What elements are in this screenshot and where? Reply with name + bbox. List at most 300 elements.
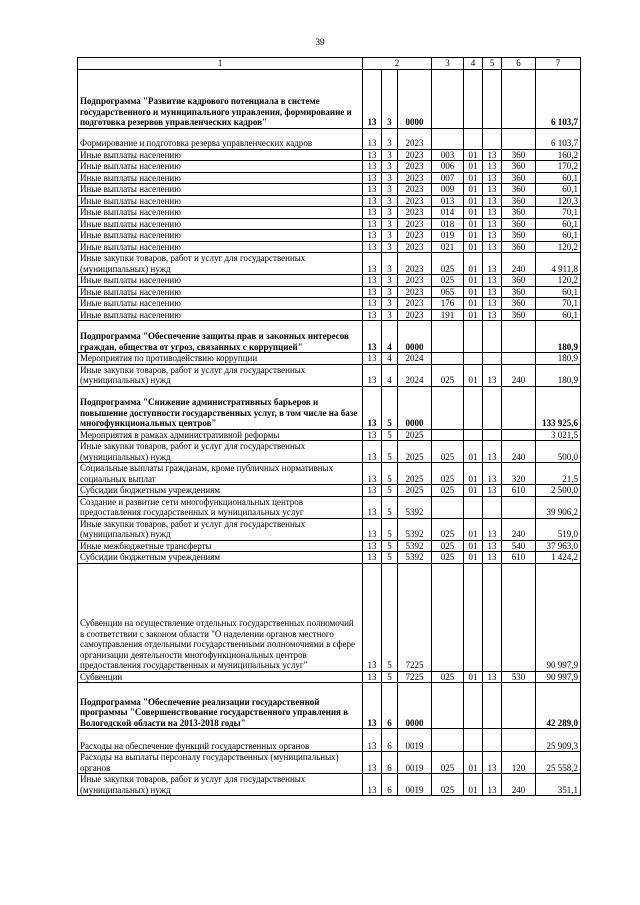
table-row	[78, 321, 581, 353]
subsection-number: 13	[483, 195, 502, 207]
agency-code: 013	[432, 195, 464, 207]
subprogram-code: 3	[382, 218, 398, 230]
table-row	[78, 364, 581, 386]
subprogram-code: 3	[382, 128, 398, 149]
amount: 6 103,7	[536, 69, 581, 128]
section-number: 01	[464, 552, 483, 564]
agency-code: 025	[432, 485, 464, 497]
amount: 90 997,9	[536, 563, 581, 671]
agency-code: 025	[432, 364, 464, 386]
table-row	[78, 518, 581, 540]
amount: 60,1	[536, 286, 581, 298]
subprogram-code: 3	[382, 230, 398, 242]
expense-type	[502, 353, 536, 365]
subsection-number: 13	[483, 540, 502, 552]
section-number: 01	[464, 149, 483, 161]
amount: 170,2	[536, 161, 581, 173]
section-code: 13	[363, 128, 382, 149]
section-code: 13	[363, 518, 382, 540]
subprogram-code: 6	[382, 774, 398, 796]
amount: 25 558,2	[536, 752, 581, 774]
table-row	[78, 552, 581, 564]
section-number	[464, 729, 483, 752]
row-name: Субвенции на осуществление отдельных государственных полномочий в соответствии с законом области "О наделении органов местного самоуправления отдельными государственными полномочиями в сфере организации деятельности многофункциональных центров предоставления государственных и муниципальных услуг"	[78, 563, 363, 671]
row-name: Иные выплаты населению	[78, 309, 363, 321]
agency-code: 019	[432, 230, 464, 242]
subprogram-code: 5	[382, 463, 398, 485]
expense-type	[502, 69, 536, 128]
section-code: 13	[363, 485, 382, 497]
row-name: Субвенции	[78, 671, 363, 683]
section-number: 01	[464, 309, 483, 321]
table-row	[78, 286, 581, 298]
subsection-number	[483, 321, 502, 353]
subsection-number	[483, 429, 502, 441]
table-row	[78, 563, 581, 671]
target-code: 0000	[398, 321, 432, 353]
target-code: 2023	[398, 149, 432, 161]
section-code: 13	[363, 353, 382, 365]
subsection-number: 13	[483, 774, 502, 796]
expense-type: 360	[502, 184, 536, 196]
target-code: 0000	[398, 69, 432, 128]
agency-code: 006	[432, 161, 464, 173]
header-row	[78, 58, 581, 70]
subprogram-code: 4	[382, 364, 398, 386]
amount: 25 909,3	[536, 729, 581, 752]
expense-type: 360	[502, 286, 536, 298]
section-code: 13	[363, 496, 382, 518]
table-row	[78, 429, 581, 441]
subprogram-code: 5	[382, 563, 398, 671]
amount: 120,2	[536, 275, 581, 287]
subsection-number: 13	[483, 309, 502, 321]
subsection-number: 13	[483, 441, 502, 463]
subprogram-code: 3	[382, 241, 398, 253]
subsection-number: 13	[483, 298, 502, 310]
target-code: 5392	[398, 552, 432, 564]
target-code: 7225	[398, 671, 432, 683]
subsection-number: 13	[483, 207, 502, 219]
amount: 180,9	[536, 364, 581, 386]
amount: 519,0	[536, 518, 581, 540]
section-number	[464, 563, 483, 671]
section-code: 13	[363, 230, 382, 242]
section-code: 13	[363, 241, 382, 253]
section-number: 01	[464, 172, 483, 184]
expense-type	[502, 386, 536, 429]
expense-type: 240	[502, 364, 536, 386]
subsection-number: 13	[483, 184, 502, 196]
agency-code: 065	[432, 286, 464, 298]
table-row	[78, 683, 581, 729]
section-code: 13	[363, 552, 382, 564]
expense-type	[502, 496, 536, 518]
section-number: 01	[464, 207, 483, 219]
agency-code: 025	[432, 671, 464, 683]
expense-type: 360	[502, 298, 536, 310]
subprogram-code: 3	[382, 253, 398, 275]
row-name: Иные выплаты населению	[78, 286, 363, 298]
amount: 90 997,9	[536, 671, 581, 683]
row-name: Иные выплаты населению	[78, 149, 363, 161]
section-code: 13	[363, 309, 382, 321]
subprogram-code: 6	[382, 752, 398, 774]
amount: 70,1	[536, 298, 581, 310]
subsection-number: 13	[483, 286, 502, 298]
agency-code: 025	[432, 752, 464, 774]
row-name: Мероприятия в рамках административной реформы	[78, 429, 363, 441]
target-code: 2024	[398, 364, 432, 386]
subprogram-code: 3	[382, 309, 398, 321]
section-number: 01	[464, 241, 483, 253]
row-name: Иные выплаты населению	[78, 207, 363, 219]
amount: 42 289,0	[536, 683, 581, 729]
table-row	[78, 253, 581, 275]
table-row	[78, 752, 581, 774]
agency-code: 003	[432, 149, 464, 161]
row-name: Подпрограмма "Развитие кадрового потенциала в системе государственного и муниципального управления, формирование и подготовка резервов управленческих кадров"	[78, 69, 363, 128]
target-code: 2025	[398, 485, 432, 497]
row-name: Расходы на выплаты персоналу государственных (муниципальных) органов	[78, 752, 363, 774]
section-code: 13	[363, 275, 382, 287]
subsection-number: 13	[483, 149, 502, 161]
header-col-7: 7	[536, 58, 581, 70]
agency-code: 021	[432, 241, 464, 253]
section-code: 13	[363, 184, 382, 196]
section-code: 13	[363, 441, 382, 463]
table-row	[78, 441, 581, 463]
table-row	[78, 485, 581, 497]
expense-type: 360	[502, 195, 536, 207]
row-name: Иные выплаты населению	[78, 275, 363, 287]
row-name: Расходы на обеспечение функций государственных органов	[78, 729, 363, 752]
target-code: 5392	[398, 496, 432, 518]
subsection-number	[483, 69, 502, 128]
agency-code: 014	[432, 207, 464, 219]
agency-code	[432, 683, 464, 729]
row-name: Иные выплаты населению	[78, 184, 363, 196]
subprogram-code: 3	[382, 298, 398, 310]
agency-code: 018	[432, 218, 464, 230]
agency-code: 025	[432, 552, 464, 564]
agency-code: 191	[432, 309, 464, 321]
agency-code: 025	[432, 774, 464, 796]
row-name: Иные межбюджетные трансферты	[78, 540, 363, 552]
subprogram-code: 6	[382, 729, 398, 752]
subsection-number: 13	[483, 253, 502, 275]
row-name: Формирование и подготовка резерва управленческих кадров	[78, 128, 363, 149]
target-code: 5392	[398, 518, 432, 540]
subprogram-code: 5	[382, 518, 398, 540]
agency-code	[432, 69, 464, 128]
subprogram-code: 5	[382, 496, 398, 518]
section-number	[464, 496, 483, 518]
row-name: Иные закупки товаров, работ и услуг для государственных (муниципальных) нужд	[78, 253, 363, 275]
target-code: 2024	[398, 353, 432, 365]
section-number: 01	[464, 218, 483, 230]
target-code: 2023	[398, 253, 432, 275]
section-number: 01	[464, 671, 483, 683]
subprogram-code: 3	[382, 184, 398, 196]
agency-code: 025	[432, 275, 464, 287]
section-number: 01	[464, 518, 483, 540]
agency-code: 025	[432, 463, 464, 485]
section-number	[464, 429, 483, 441]
target-code: 2023	[398, 218, 432, 230]
section-number: 01	[464, 364, 483, 386]
table-row	[78, 218, 581, 230]
table-row	[78, 298, 581, 310]
section-number: 01	[464, 441, 483, 463]
amount: 39 906,2	[536, 496, 581, 518]
subprogram-code: 5	[382, 540, 398, 552]
expense-type: 360	[502, 149, 536, 161]
amount: 180,9	[536, 353, 581, 365]
expense-type: 610	[502, 552, 536, 564]
subprogram-code: 3	[382, 207, 398, 219]
section-number: 01	[464, 485, 483, 497]
target-code: 2023	[398, 128, 432, 149]
row-name: Социальные выплаты гражданам, кроме публичных нормативных социальных выплат	[78, 463, 363, 485]
amount: 500,0	[536, 441, 581, 463]
agency-code: 025	[432, 540, 464, 552]
budget-table	[77, 57, 581, 796]
agency-code	[432, 563, 464, 671]
section-code: 13	[363, 321, 382, 353]
section-code: 13	[363, 253, 382, 275]
section-number: 01	[464, 774, 483, 796]
amount: 160,2	[536, 149, 581, 161]
agency-code	[432, 353, 464, 365]
expense-type: 360	[502, 309, 536, 321]
agency-code	[432, 496, 464, 518]
section-code: 13	[363, 463, 382, 485]
section-number: 01	[464, 230, 483, 242]
amount: 180,9	[536, 321, 581, 353]
section-code: 13	[363, 218, 382, 230]
subprogram-code: 5	[382, 671, 398, 683]
row-name: Иные выплаты населению	[78, 241, 363, 253]
table-row	[78, 241, 581, 253]
subsection-number: 13	[483, 172, 502, 184]
amount: 351,1	[536, 774, 581, 796]
row-name: Иные выплаты населению	[78, 195, 363, 207]
subprogram-code: 3	[382, 69, 398, 128]
agency-code: 007	[432, 172, 464, 184]
expense-type: 360	[502, 241, 536, 253]
amount: 37 963,0	[536, 540, 581, 552]
target-code: 2023	[398, 172, 432, 184]
subprogram-code: 6	[382, 683, 398, 729]
section-code: 13	[363, 429, 382, 441]
amount: 60,1	[536, 218, 581, 230]
amount: 133 925,6	[536, 386, 581, 429]
expense-type: 120	[502, 752, 536, 774]
subsection-number	[483, 683, 502, 729]
row-name: Подпрограмма "Обеспечение защиты прав и законных интересов граждан, общества от угроз, связанных с коррупцией"	[78, 321, 363, 353]
target-code: 0019	[398, 729, 432, 752]
table-row	[78, 386, 581, 429]
subprogram-code: 3	[382, 172, 398, 184]
row-name: Иные выплаты населению	[78, 298, 363, 310]
section-code: 13	[363, 386, 382, 429]
subsection-number: 13	[483, 161, 502, 173]
target-code: 2023	[398, 309, 432, 321]
agency-code	[432, 321, 464, 353]
subsection-number: 13	[483, 552, 502, 564]
target-code: 0000	[398, 386, 432, 429]
subsection-number: 13	[483, 485, 502, 497]
subsection-number	[483, 563, 502, 671]
target-code: 2023	[398, 298, 432, 310]
subprogram-code: 5	[382, 386, 398, 429]
header-col-3: 3	[432, 58, 464, 70]
expense-type	[502, 429, 536, 441]
subsection-number: 13	[483, 241, 502, 253]
target-code: 0019	[398, 774, 432, 796]
table-row	[78, 275, 581, 287]
amount: 3 021,5	[536, 429, 581, 441]
agency-code: 025	[432, 253, 464, 275]
expense-type: 540	[502, 540, 536, 552]
subprogram-code: 4	[382, 353, 398, 365]
table-row	[78, 671, 581, 683]
subprogram-code: 3	[382, 161, 398, 173]
subsection-number	[483, 729, 502, 752]
expense-type: 240	[502, 441, 536, 463]
target-code: 2023	[398, 207, 432, 219]
page-number: 39	[315, 37, 325, 47]
section-number	[464, 353, 483, 365]
target-code: 0000	[398, 683, 432, 729]
amount: 60,1	[536, 184, 581, 196]
section-number	[464, 683, 483, 729]
agency-code: 009	[432, 184, 464, 196]
target-code: 2023	[398, 241, 432, 253]
section-code: 13	[363, 195, 382, 207]
expense-type	[502, 128, 536, 149]
section-code: 13	[363, 729, 382, 752]
amount: 60,1	[536, 230, 581, 242]
target-code: 2025	[398, 463, 432, 485]
section-number	[464, 69, 483, 128]
amount: 6 103,7	[536, 128, 581, 149]
subsection-number: 13	[483, 218, 502, 230]
table-row	[78, 729, 581, 752]
row-name: Субсидии бюджетным учреждениям	[78, 485, 363, 497]
target-code: 2023	[398, 195, 432, 207]
section-code: 13	[363, 752, 382, 774]
table-row	[78, 463, 581, 485]
row-name: Подпрограмма "Снижение административных барьеров и повышение доступности государственных услуг, в том числе на базе многофункциональных центров"	[78, 386, 363, 429]
row-name: Иные закупки товаров, работ и услуг для государственных (муниципальных) нужд	[78, 441, 363, 463]
table-row	[78, 149, 581, 161]
agency-code: 176	[432, 298, 464, 310]
section-number: 01	[464, 253, 483, 275]
expense-type: 360	[502, 207, 536, 219]
section-number: 01	[464, 184, 483, 196]
table-row	[78, 230, 581, 242]
subprogram-code: 5	[382, 441, 398, 463]
table-row	[78, 353, 581, 365]
target-code: 2023	[398, 286, 432, 298]
target-code: 7225	[398, 563, 432, 671]
agency-code	[432, 429, 464, 441]
target-code: 5392	[398, 540, 432, 552]
subsection-number: 13	[483, 463, 502, 485]
row-name: Субсидии бюджетным учреждениям	[78, 552, 363, 564]
amount: 60,1	[536, 172, 581, 184]
section-number	[464, 321, 483, 353]
row-name: Мероприятия по противодействию коррупции	[78, 353, 363, 365]
amount: 70,1	[536, 207, 581, 219]
row-name: Иные закупки товаров, работ и услуг для государственных (муниципальных) нужд	[78, 774, 363, 796]
table-row	[78, 184, 581, 196]
subsection-number: 13	[483, 275, 502, 287]
agency-code	[432, 128, 464, 149]
expense-type	[502, 321, 536, 353]
section-code: 13	[363, 298, 382, 310]
section-number: 01	[464, 286, 483, 298]
expense-type: 610	[502, 485, 536, 497]
subsection-number: 13	[483, 752, 502, 774]
amount: 1 424,2	[536, 552, 581, 564]
section-number: 01	[464, 161, 483, 173]
expense-type	[502, 563, 536, 671]
expense-type: 240	[502, 518, 536, 540]
target-code: 2023	[398, 161, 432, 173]
section-number: 01	[464, 752, 483, 774]
subprogram-code: 3	[382, 195, 398, 207]
section-number	[464, 128, 483, 149]
section-number: 01	[464, 298, 483, 310]
subprogram-code: 3	[382, 149, 398, 161]
target-code: 2023	[398, 275, 432, 287]
amount: 4 911,8	[536, 253, 581, 275]
expense-type	[502, 729, 536, 752]
section-code: 13	[363, 774, 382, 796]
subsection-number	[483, 128, 502, 149]
row-name: Иные выплаты населению	[78, 172, 363, 184]
section-code: 13	[363, 149, 382, 161]
subprogram-code: 5	[382, 429, 398, 441]
table-row	[78, 774, 581, 796]
amount: 21,5	[536, 463, 581, 485]
table-row	[78, 207, 581, 219]
subsection-number: 13	[483, 518, 502, 540]
section-code: 13	[363, 540, 382, 552]
expense-type	[502, 683, 536, 729]
amount: 120,2	[536, 241, 581, 253]
subsection-number: 13	[483, 364, 502, 386]
row-name: Иные выплаты населению	[78, 161, 363, 173]
header-col-6: 6	[502, 58, 536, 70]
target-code: 2025	[398, 429, 432, 441]
table-row	[78, 309, 581, 321]
section-number: 01	[464, 195, 483, 207]
target-code: 2023	[398, 230, 432, 242]
section-code: 13	[363, 683, 382, 729]
header-col-5: 5	[483, 58, 502, 70]
agency-code: 025	[432, 518, 464, 540]
amount: 60,1	[536, 309, 581, 321]
section-code: 13	[363, 161, 382, 173]
section-code: 13	[363, 172, 382, 184]
amount: 2 500,0	[536, 485, 581, 497]
table-row	[78, 172, 581, 184]
section-number: 01	[464, 463, 483, 485]
